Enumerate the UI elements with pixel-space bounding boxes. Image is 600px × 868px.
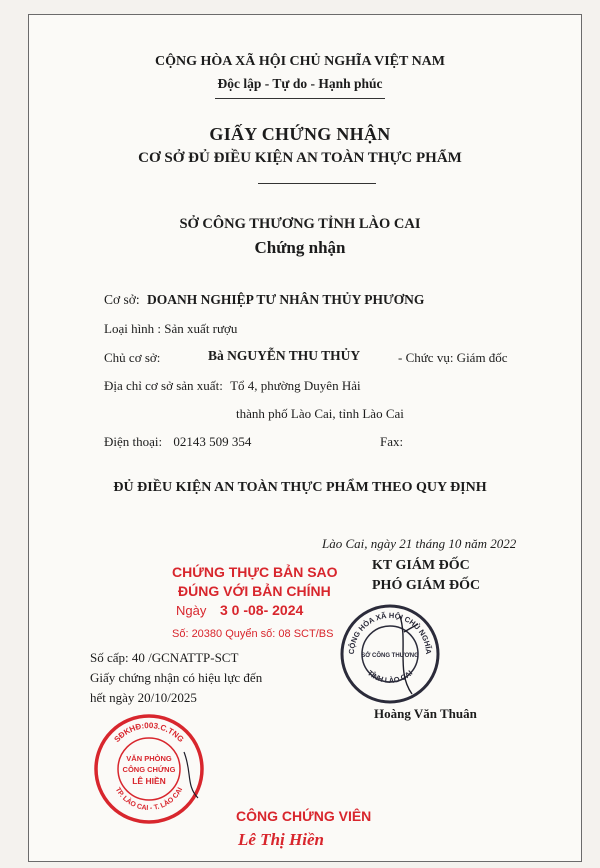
owner-label: Chủ cơ sở: [104,350,161,365]
notary-book-number: Số: 20380 Quyển số: 08 SCT/BS [172,628,334,640]
notary-seal-center-1: VĂN PHÒNG [126,754,172,763]
owner-position: - Chức vụ: Giám đốc [398,350,508,365]
notary-seal-bottom-text: TP. LÀO CAI - T. LÀO CAI [113,786,185,813]
issuing-department: SỞ CÔNG THƯƠNG TỈNH LÀO CAI [179,216,421,232]
motto-underline [215,98,385,99]
fax-label: Fax: [380,434,404,449]
notary-stamp-line1: CHỨNG THỰC BẢN SAO [172,564,338,580]
address-row [104,378,361,394]
country-header: CỘNG HÒA XÃ HỘI CHỦ NGHĨA VIỆT NAM [154,54,445,69]
certificate-subtitle: CƠ SỞ ĐỦ ĐIỀU KIỆN AN TOÀN THỰC PHẨM [138,150,462,166]
notary-date-label: Ngày [176,603,207,618]
official-seal [338,602,442,706]
notary-date-value: 3 0 -08- 2024 [219,602,304,618]
facility-type: Loại hình : Sản xuất rượu [104,321,238,336]
notary-stamp-line2: ĐÚNG VỚI BẢN CHÍNH [178,583,331,599]
notary-officer-title: CÔNG CHỨNG VIÊN [236,808,372,824]
official-seal-ring-text: CỘNG HÒA XÃ HỘI CHỦ NGHĨA [346,610,434,655]
address-line2: thành phố Lào Cai, tỉnh Lào Cai [236,406,404,421]
official-seal-bottom-text: TỈNH LÀO CAI [365,668,415,686]
notary-seal-center-3: LÊ HIỀN [132,776,166,786]
notary-seal [92,712,206,826]
facility-label: Cơ sở: [104,292,140,307]
title-underline [258,183,376,184]
conclusion: ĐỦ ĐIỀU KIỆN AN TOÀN THỰC PHẨM THEO QUY ĐỊNH [113,480,487,495]
certificate-number: Số cấp: 40 /GCNATTP-SCT [90,650,239,665]
certifies-heading: Chứng nhận [254,238,346,257]
motto: Độc lập - Tự do - Hạnh phúc [217,76,383,91]
facility-value: DOANH NGHIỆP TƯ NHÂN THỦY PHƯƠNG [147,292,425,307]
phone-label: Điện thoại: [104,434,163,449]
address-line1: Tổ 4, phường Duyên Hải [230,378,361,393]
place-date: Lào Cai, ngày 21 tháng 10 năm 2022 [322,536,517,551]
signer-role-2: PHÓ GIÁM ĐỐC [372,578,481,593]
official-seal-center-text: SỞ CÔNG THƯƠNG [361,653,419,659]
owner-value: Bà NGUYỄN THU THỦY [208,348,361,363]
facility-row [104,292,424,308]
validity-line2: hết ngày 20/10/2025 [90,690,197,705]
notary-officer-name: Lê Thị Hiền [238,830,324,849]
signer-role-1: KT GIÁM ĐỐC [372,558,470,573]
notary-seal-ring-text: SĐKHĐ:003.C.TNG [112,720,186,745]
phone-row [104,434,251,450]
certificate-title: GIẤY CHỨNG NHẬN [209,124,391,144]
address-label: Địa chỉ cơ sở sản xuất: [104,378,223,393]
phone-value: 02143 509 354 [173,434,252,449]
notary-date-row [176,602,303,618]
signer-name: Hoàng Văn Thuân [374,706,477,721]
validity-line1: Giấy chứng nhận có hiệu lực đến [90,670,263,685]
notary-seal-center-2: CÔNG CHỨNG [122,765,176,774]
